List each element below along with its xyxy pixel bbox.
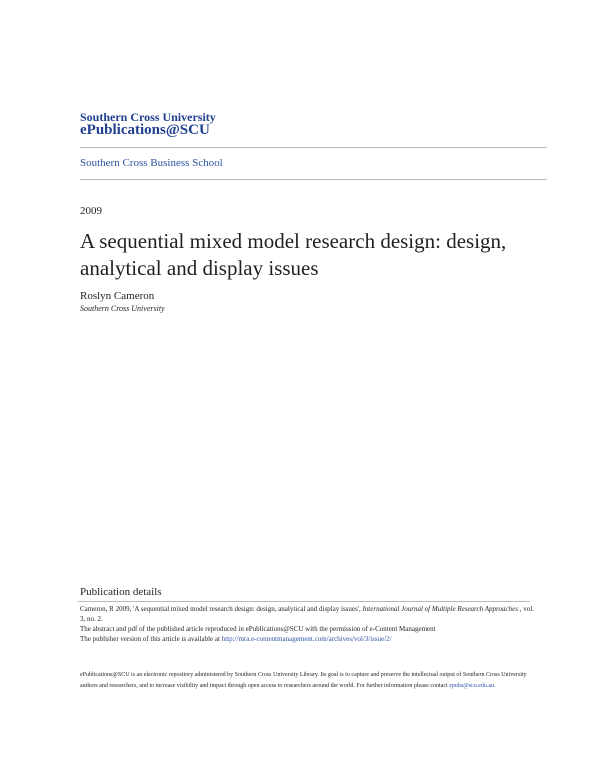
publisher-version-link[interactable]: http://mra.e-contentmanagement.com/archives/vol/3/issue/2/ (221, 635, 392, 643)
version-note-text: The publisher version of this article is available at (80, 635, 222, 643)
citation-end: , vol. 3, no. 2. (80, 605, 534, 623)
author-name: Roslyn Cameron (80, 290, 155, 302)
author-affiliation: Southern Cross University (80, 304, 165, 313)
publication-details-heading: Publication details (80, 586, 162, 598)
footer-end: . (494, 683, 496, 689)
school-link[interactable]: Southern Cross Business School (80, 157, 223, 169)
citation-block (80, 604, 540, 644)
version-note (80, 634, 540, 644)
repository-footer (80, 670, 535, 692)
citation-start: Cameron, R 2009, 'A sequential mixed model research design: design, analytical and display issues', (80, 605, 363, 613)
institution-name: Southern Cross University (80, 110, 216, 124)
journal-name: International Journal of Multiple Research Approaches (362, 605, 518, 613)
publication-year: 2009 (80, 205, 102, 217)
header-divider (80, 147, 547, 148)
school-divider (80, 179, 547, 180)
citation-text (80, 604, 540, 624)
footer-text: ePublications@SCU is an electronic repository administered by Southern Cross University Library. Its goal is to capture and preserve the intellectual output of Southern Cross University authors and researchers, and to increase visibility and impact through open access to researchers around the world. For further information please contact (80, 672, 527, 689)
contact-email-link[interactable]: epubs@scu.edu.au (449, 683, 495, 689)
abstract-note: The abstract and pdf of the published article reproduced in ePublications@SCU with the permission of e-Content Management (80, 625, 436, 633)
publication-divider (78, 601, 530, 602)
repository-name: ePublications@SCU (80, 122, 210, 138)
article-title: A sequential mixed model research design: design, analytical and display issues (80, 229, 507, 280)
